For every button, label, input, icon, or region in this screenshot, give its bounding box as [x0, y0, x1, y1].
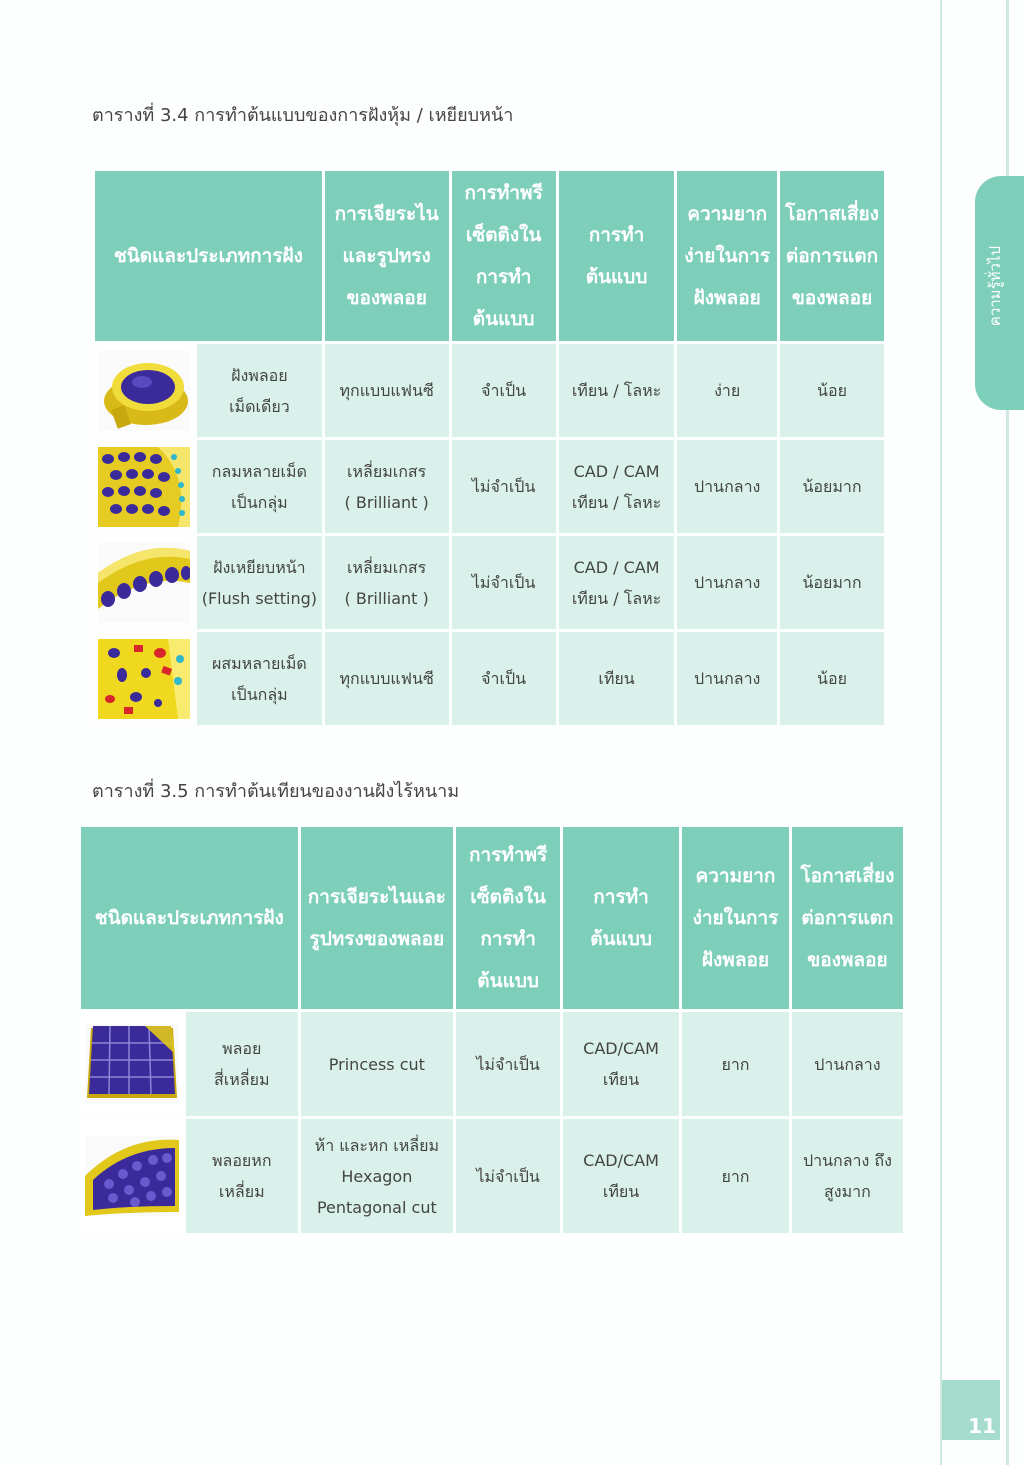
risk-cell: น้อย	[780, 632, 884, 725]
table-35-header: โอกาสเสี่ยงต่อการแตกของพลอย	[792, 827, 903, 1009]
table-34-header-row	[95, 171, 884, 341]
cut-cell: Princess cut	[301, 1012, 454, 1116]
side-tab	[975, 176, 1024, 410]
hexagon-pave-icon	[85, 1136, 179, 1216]
table-35-header: การเจียระไนและรูปทรงของพลอย	[301, 827, 454, 1009]
cut-cell: ห้า และหก เหลี่ยม Hexagon Pentagonal cut	[301, 1119, 454, 1233]
preset-cell: ไม่จำเป็น	[456, 1012, 560, 1116]
type-cell: พลอย สี่เหลี่ยม	[186, 1012, 298, 1116]
table-34	[92, 168, 887, 728]
preset-cell: จำเป็น	[452, 632, 556, 725]
table-35-header: ความยากง่ายในการฝังพลอย	[682, 827, 789, 1009]
thumb-cell	[95, 344, 194, 437]
princess-grid-icon	[85, 1024, 179, 1104]
table-35-header: ชนิดและประเภทการฝัง	[81, 827, 298, 1009]
risk-cell: ปานกลาง	[792, 1012, 903, 1116]
table-34-header: การทำพรีเซ็ตติงในการทำต้นแบบ	[452, 171, 556, 341]
risk-cell: น้อย	[780, 344, 884, 437]
cut-cell: ทุกแบบแฟนซี	[325, 632, 449, 725]
page-number: 11	[968, 1414, 996, 1438]
cut-cell: ทุกแบบแฟนซี	[325, 344, 449, 437]
proto-cell: เทียน	[559, 632, 675, 725]
table-34-header: การเจียระไนและรูปทรงของพลอย	[325, 171, 449, 341]
page-edge-line	[940, 0, 942, 1465]
thumb-cell	[95, 440, 194, 533]
difficulty-cell: ยาก	[682, 1012, 789, 1116]
proto-cell: CAD/CAM เทียน	[563, 1119, 679, 1233]
type-cell: ฝังพลอย เม็ดเดียว	[197, 344, 322, 437]
table-row	[81, 1012, 903, 1116]
preset-cell: ไม่จำเป็น	[452, 536, 556, 629]
table-34-caption: ตารางที่ 3.4 การทำต้นแบบของการฝังหุ้ม / เหยียบหน้า	[92, 105, 514, 126]
table-35-header: การทำต้นแบบ	[563, 827, 679, 1009]
difficulty-cell: ง่าย	[677, 344, 777, 437]
risk-cell: น้อยมาก	[780, 440, 884, 533]
table-34-header: โอกาสเสี่ยงต่อการแตกของพลอย	[780, 171, 884, 341]
table-35	[78, 824, 906, 1236]
difficulty-cell: ปานกลาง	[677, 440, 777, 533]
table-35-header-row	[81, 827, 903, 1009]
table-row	[95, 344, 884, 437]
page-number-box	[942, 1380, 1000, 1440]
single-stone-ring-icon	[98, 351, 190, 431]
side-tab-label: ความรู้ทั่วไป	[986, 246, 1004, 327]
thumb-cell	[95, 632, 194, 725]
cut-cell: เหลี่ยมเกสร ( Brilliant )	[325, 536, 449, 629]
difficulty-cell: ยาก	[682, 1119, 789, 1233]
proto-cell: CAD / CAM เทียน / โลหะ	[559, 440, 675, 533]
preset-cell: ไม่จำเป็น	[452, 440, 556, 533]
table-row	[95, 536, 884, 629]
risk-cell: น้อยมาก	[780, 536, 884, 629]
table-row	[95, 440, 884, 533]
difficulty-cell: ปานกลาง	[677, 632, 777, 725]
thumb-cell	[95, 536, 194, 629]
type-cell: พลอยหก เหลี่ยม	[186, 1119, 298, 1233]
table-34-header: ชนิดและประเภทการฝัง	[95, 171, 322, 341]
table-34-header: ความยากง่ายในการฝังพลอย	[677, 171, 777, 341]
cluster-pave-icon	[98, 447, 190, 527]
preset-cell: ไม่จำเป็น	[456, 1119, 560, 1233]
proto-cell: เทียน / โลหะ	[559, 344, 675, 437]
table-35-header: การทำพรีเซ็ตติงในการทำต้นแบบ	[456, 827, 560, 1009]
flush-setting-band-icon	[98, 543, 190, 623]
type-cell: กลมหลายเม็ด เป็นกลุ่ม	[197, 440, 322, 533]
thumb-cell	[81, 1119, 183, 1233]
table-row	[81, 1119, 903, 1233]
thumb-cell	[81, 1012, 183, 1116]
type-cell: ฝังเหยียบหน้า (Flush setting)	[197, 536, 322, 629]
type-cell: ผสมหลายเม็ด เป็นกลุ่ม	[197, 632, 322, 725]
table-row	[95, 632, 884, 725]
preset-cell: จำเป็น	[452, 344, 556, 437]
cut-cell: เหลี่ยมเกสร ( Brilliant )	[325, 440, 449, 533]
proto-cell: CAD/CAM เทียน	[563, 1012, 679, 1116]
proto-cell: CAD / CAM เทียน / โลหะ	[559, 536, 675, 629]
table-35-caption: ตารางที่ 3.5 การทำต้นเทียนของงานฝังไร้หนาม	[92, 781, 460, 802]
mixed-gems-icon	[98, 639, 190, 719]
table-34-header: การทำต้นแบบ	[559, 171, 675, 341]
risk-cell: ปานกลาง ถึง สูงมาก	[792, 1119, 903, 1233]
difficulty-cell: ปานกลาง	[677, 536, 777, 629]
